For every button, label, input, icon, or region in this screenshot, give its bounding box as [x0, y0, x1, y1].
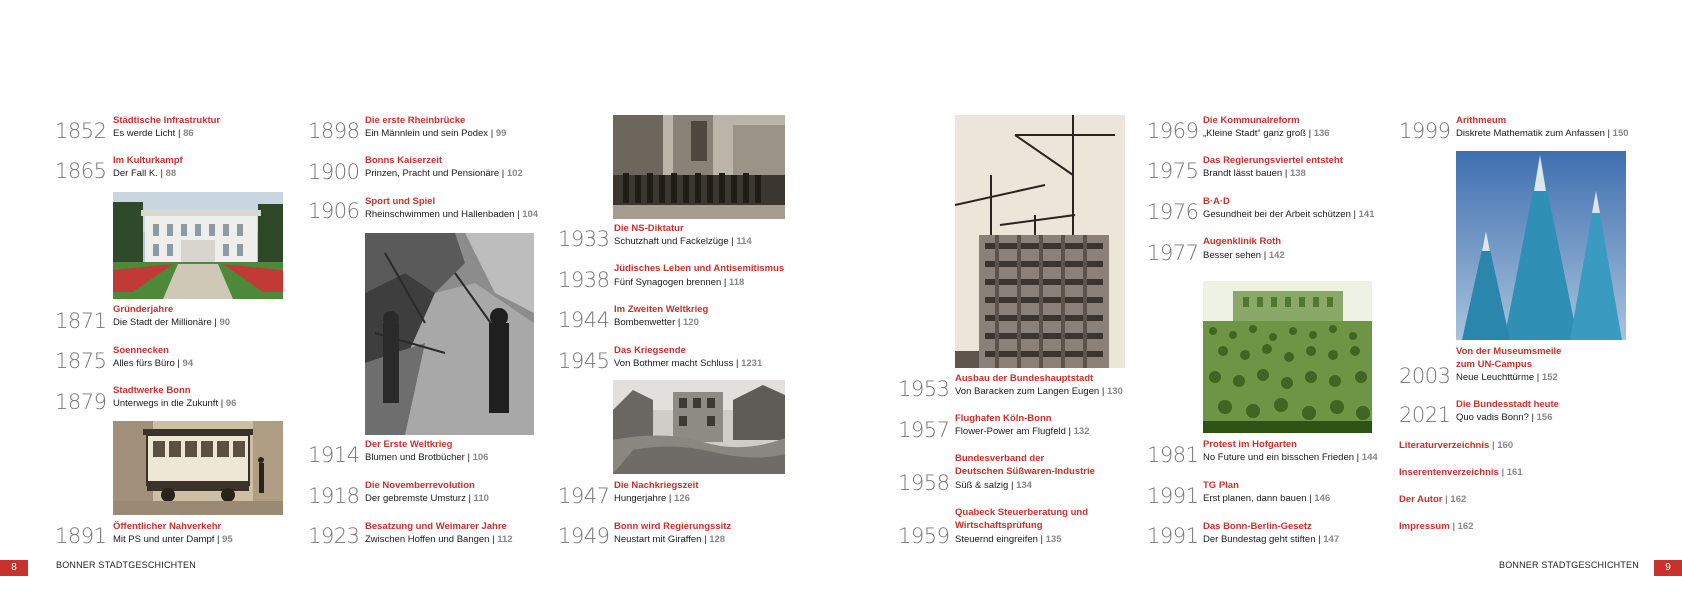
entry-title[interactable]: Die NS-Diktatur [614, 223, 684, 234]
postwar-ruins-photo [613, 380, 785, 474]
entry-subtitle: Bombenwetter | 120 [614, 317, 699, 328]
entry-title[interactable]: Das Kriegsende [614, 345, 686, 356]
ns-march-photo [613, 115, 785, 219]
entry-subtitle: Gesundheit bei der Arbeit schützen | 141 [1203, 209, 1375, 220]
running-title-left: BONNER STADTGESCHICHTEN [56, 560, 196, 570]
entry-title[interactable]: Quabeck Steuerberatung und [955, 507, 1089, 518]
entry-year: 1871 [55, 309, 107, 333]
entry-title[interactable]: Im Kulturkampf [113, 155, 183, 166]
entry-title[interactable]: Soennecken [113, 345, 169, 356]
entry-title[interactable]: Bundesverband der [955, 453, 1045, 464]
entry-title[interactable]: Die erste Rheinbrücke [365, 115, 466, 126]
entry-year: 1938 [558, 268, 610, 292]
ww1-ruins-photo [365, 233, 534, 435]
entry-title[interactable]: Flughafen Köln-Bonn [955, 413, 1052, 424]
entry-title[interactable]: Gründerjahre [113, 304, 174, 315]
page-number-right: 9 [1654, 560, 1682, 576]
entry-year: 1991 [1147, 524, 1199, 548]
entry-subtitle: Fünf Synagogen brennen | 118 [614, 277, 745, 288]
entry-title[interactable]: Die Kommunalreform [1203, 115, 1300, 126]
entry-year: 1900 [308, 160, 360, 184]
appendix-item[interactable]: Der Autor | 162 [1399, 494, 1467, 505]
entry-year: 1975 [1147, 159, 1199, 183]
entry-year: 1923 [308, 524, 360, 548]
appendix-item[interactable]: Literaturverzeichnis | 160 [1399, 440, 1514, 451]
entry-year: 1969 [1147, 119, 1199, 143]
entry-title[interactable]: Ausbau der Bundeshauptstadt [955, 373, 1094, 384]
construction-crane-photo [955, 115, 1125, 368]
entry-year: 1977 [1147, 241, 1199, 265]
entry-year: 1898 [308, 119, 360, 143]
entry-title[interactable]: Protest im Hofgarten [1203, 439, 1297, 450]
entry-subtitle: Die Stadt der Millionäre | 90 [113, 317, 231, 328]
entry-year: 1991 [1147, 484, 1199, 508]
entry-subtitle: Neue Leuchttürme | 152 [1456, 372, 1558, 383]
hofgarten-protest-photo [1203, 281, 1372, 433]
entry-year: 1906 [308, 199, 360, 223]
entry-year: 1947 [558, 484, 610, 508]
entry-title[interactable]: Die Bundesstadt heute [1456, 399, 1559, 410]
entry-subtitle: Es werde Licht | 86 [113, 128, 194, 139]
entry-year: 1852 [55, 119, 107, 143]
entry-title[interactable]: Besatzung und Weimarer Jahre [365, 521, 507, 532]
entry-year: 1959 [898, 524, 950, 548]
entry-subtitle: Besser sehen | 142 [1203, 250, 1285, 261]
entry-year: 1891 [55, 524, 107, 548]
entry-subtitle: Der Fall K. | 88 [113, 168, 177, 179]
entry-year: 1953 [898, 377, 950, 401]
villa-hammerschmidt-photo [113, 192, 283, 299]
entry-year: 2003 [1399, 364, 1451, 388]
entry-title[interactable]: B·A·D [1203, 196, 1230, 207]
entry-subtitle: Neustart mit Giraffen | 128 [614, 534, 726, 545]
entry-title[interactable]: Das Bonn-Berlin-Gesetz [1203, 521, 1312, 532]
entry-title-line2[interactable]: zum UN-Campus [1456, 359, 1533, 370]
entry-title-line2[interactable]: Deutschen Süßwaren-Industrie [955, 466, 1095, 477]
entry-title[interactable]: Jüdisches Leben und Antisemitismus [614, 263, 785, 274]
entry-title[interactable]: Stadtwerke Bonn [113, 385, 191, 396]
entry-subtitle: Blumen und Brotbücher | 106 [365, 452, 489, 463]
entry-title[interactable]: Die Novemberrevolution [365, 480, 475, 491]
entry-subtitle: Steuernd eingreifen | 135 [955, 534, 1062, 545]
entry-subtitle: No Future und ein bisschen Frieden | 144 [1203, 452, 1378, 463]
entry-subtitle: Rheinschwimmen und Hallenbaden | 104 [365, 209, 539, 220]
entry-year: 1914 [308, 443, 360, 467]
entry-subtitle: Mit PS und unter Dampf | 95 [113, 534, 233, 545]
running-title-right: BONNER STADTGESCHICHTEN [1499, 560, 1639, 570]
entry-subtitle: Von Bothmer macht Schluss | 1231 [614, 358, 763, 369]
entry-title[interactable]: Öffentlicher Nahverkehr [113, 521, 222, 532]
entry-year: 1879 [55, 390, 107, 414]
entry-subtitle: Der gebremste Umsturz | 110 [365, 493, 489, 504]
museum-cones-photo [1456, 151, 1626, 340]
entry-subtitle: Brandt lässt bauen | 138 [1203, 168, 1306, 179]
page-number-left: 8 [0, 560, 28, 576]
entry-subtitle: Prinzen, Pracht und Pensionäre | 102 [365, 168, 523, 179]
entry-year: 1865 [55, 159, 107, 183]
entry-subtitle: „Kleine Stadt“ ganz groß | 136 [1203, 128, 1330, 139]
entry-year: 1918 [308, 484, 360, 508]
entry-year: 1933 [558, 227, 610, 251]
entry-subtitle: Quo vadis Bonn? | 156 [1456, 412, 1553, 423]
entry-year: 1945 [558, 349, 610, 373]
entry-year: 2021 [1399, 403, 1451, 427]
entry-year: 1958 [898, 471, 950, 495]
entry-title[interactable]: Städtische Infrastruktur [113, 115, 221, 126]
entry-subtitle: Alles fürs Büro | 94 [113, 358, 194, 369]
entry-subtitle: Von Baracken zum Langen Eugen | 130 [955, 386, 1123, 397]
entry-title[interactable]: Sport und Spiel [365, 196, 436, 207]
entry-year: 1999 [1399, 119, 1451, 143]
appendix-item[interactable]: Inserentenverzeichnis | 161 [1399, 467, 1523, 478]
entry-subtitle: Flower-Power am Flugfeld | 132 [955, 426, 1090, 437]
entry-title[interactable]: Der Erste Weltkrieg [365, 439, 453, 450]
tram-photo [113, 421, 283, 515]
entry-subtitle: Süß & salzig | 134 [955, 480, 1032, 491]
entry-title[interactable]: Bonns Kaiserzeit [365, 155, 443, 166]
entry-subtitle: Unterwegs in die Zukunft | 96 [113, 398, 237, 409]
entry-subtitle: Zwischen Hoffen und Bangen | 112 [365, 534, 513, 545]
entry-title[interactable]: Augenklinik Roth [1203, 236, 1282, 247]
entry-year: 1875 [55, 349, 107, 373]
entry-subtitle: Erst planen, dann bauen | 146 [1203, 493, 1331, 504]
entry-subtitle: Diskrete Mathematik zum Anfassen | 150 [1456, 128, 1629, 139]
entry-title[interactable]: Das Regierungsviertel entsteht [1203, 155, 1343, 166]
entry-subtitle: Der Bundestag geht stiften | 147 [1203, 534, 1340, 545]
entry-title[interactable]: TG Plan [1203, 480, 1239, 491]
entry-year: 1949 [558, 524, 610, 548]
entry-title-line2[interactable]: Wirtschaftsprüfung [955, 520, 1043, 531]
entry-title[interactable]: Arithmeum [1456, 115, 1507, 126]
entry-year: 1976 [1147, 200, 1199, 224]
appendix-item[interactable]: Impressum | 162 [1399, 521, 1474, 532]
entry-title[interactable]: Die Nachkriegszeit [614, 480, 699, 491]
entry-title[interactable]: Im Zweiten Weltkrieg [614, 304, 709, 315]
entry-year: 1957 [898, 418, 950, 442]
entry-subtitle: Ein Männlein und sein Podex | 99 [365, 128, 507, 139]
entry-title[interactable]: Von der Museumsmeile [1456, 346, 1562, 357]
entry-year: 1944 [558, 308, 610, 332]
entry-title[interactable]: Bonn wird Regierungssitz [614, 521, 732, 532]
entry-subtitle: Schutzhaft und Fackelzüge | 114 [614, 236, 752, 247]
entry-year: 1981 [1147, 443, 1199, 467]
entry-subtitle: Hungerjahre | 126 [614, 493, 690, 504]
